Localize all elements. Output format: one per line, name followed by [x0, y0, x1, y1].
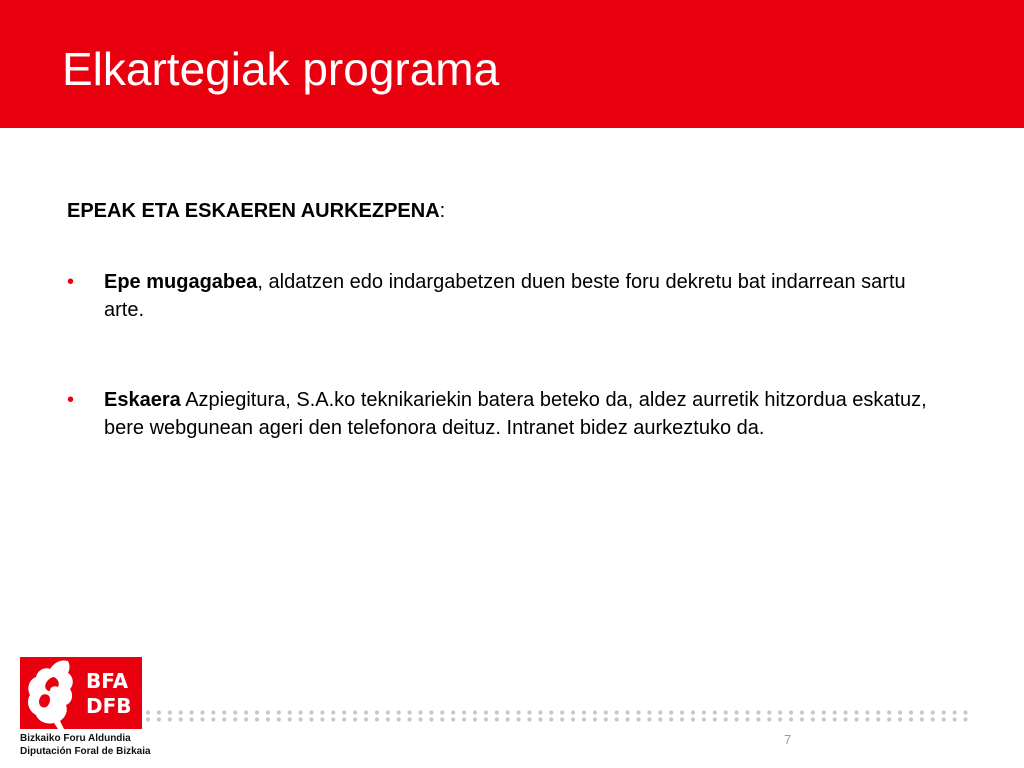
- divider-dot: [942, 717, 946, 721]
- divider-dot: [495, 710, 499, 714]
- divider-dot: [331, 717, 335, 721]
- divider-dot: [636, 710, 640, 714]
- divider-dot: [833, 717, 837, 721]
- divider-dot: [898, 717, 902, 721]
- divider-dot: [560, 710, 564, 714]
- divider-dot: [844, 710, 848, 714]
- divider-dot: [462, 717, 466, 721]
- divider-dot: [211, 717, 215, 721]
- divider-dot: [364, 717, 368, 721]
- divider-dot: [854, 710, 858, 714]
- divider-dot: [593, 717, 597, 721]
- bullet-list: [67, 268, 947, 442]
- divider-dot: [364, 710, 368, 714]
- divider-dot: [429, 717, 433, 721]
- divider-dot: [233, 717, 237, 721]
- divider-dot: [495, 717, 499, 721]
- divider-dot: [157, 717, 161, 721]
- divider-dot: [517, 717, 521, 721]
- divider-dot: [582, 717, 586, 721]
- divider-dot: [724, 710, 728, 714]
- dotted-divider: [144, 709, 974, 723]
- divider-dot: [778, 717, 782, 721]
- divider-dot: [615, 710, 619, 714]
- divider-dot: [658, 717, 662, 721]
- divider-dot: [244, 717, 248, 721]
- divider-dot: [615, 717, 619, 721]
- logo-mark-dfb: DFB: [86, 694, 132, 718]
- divider-dot: [963, 717, 967, 721]
- bullet-bold-text: Eskaera: [104, 389, 181, 411]
- divider-dot: [386, 710, 390, 714]
- page-title: Elkartegiak programa: [62, 43, 500, 95]
- section-heading-suffix: :: [439, 200, 446, 222]
- divider-dot: [811, 710, 815, 714]
- divider-dot: [517, 710, 521, 714]
- divider-dot: [887, 717, 891, 721]
- divider-dot: [789, 717, 793, 721]
- divider-dot: [473, 717, 477, 721]
- divider-dot: [157, 710, 161, 714]
- divider-dot: [778, 710, 782, 714]
- divider-dot: [571, 717, 575, 721]
- divider-dot: [538, 710, 542, 714]
- divider-dot: [451, 710, 455, 714]
- divider-dot: [626, 710, 630, 714]
- divider-dot: [233, 710, 237, 714]
- divider-dot: [309, 710, 313, 714]
- bullet-item: [67, 268, 947, 324]
- divider-dot: [168, 710, 172, 714]
- divider-dot: [920, 717, 924, 721]
- bullet-bold-text: Epe mugagabea: [104, 271, 258, 293]
- divider-dot: [865, 710, 869, 714]
- divider-dot: [822, 717, 826, 721]
- divider-dot: [571, 710, 575, 714]
- divider-dot: [876, 717, 880, 721]
- divider-dot: [745, 717, 749, 721]
- divider-dot: [691, 710, 695, 714]
- divider-dot: [735, 710, 739, 714]
- divider-dot: [844, 717, 848, 721]
- divider-dot: [244, 710, 248, 714]
- divider-dot: [702, 717, 706, 721]
- divider-dot: [898, 710, 902, 714]
- divider-dot: [375, 710, 379, 714]
- bullet-text: , aldatzen edo indargabetzen duen beste foru dekretu bat indarrean sartu arte.: [104, 271, 906, 321]
- divider-dot: [822, 710, 826, 714]
- divider-dot: [953, 717, 957, 721]
- divider-dot: [702, 710, 706, 714]
- logo-caption-line2: Diputación Foral de Bizkaia: [20, 746, 151, 757]
- divider-dot: [593, 710, 597, 714]
- divider-dot: [604, 710, 608, 714]
- divider-dot: [647, 710, 651, 714]
- divider-dot: [713, 717, 717, 721]
- divider-dot: [353, 717, 357, 721]
- divider-dot: [527, 710, 531, 714]
- divider-dot: [462, 710, 466, 714]
- divider-dot: [691, 717, 695, 721]
- logo-caption-line1: Bizkaiko Foru Aldundia: [20, 733, 131, 744]
- divider-dot: [277, 710, 281, 714]
- divider-dot: [200, 717, 204, 721]
- divider-dot: [549, 710, 553, 714]
- divider-dot: [266, 717, 270, 721]
- divider-dot: [724, 717, 728, 721]
- divider-dot: [789, 710, 793, 714]
- divider-dot: [408, 710, 412, 714]
- divider-dot: [222, 710, 226, 714]
- divider-dot: [146, 710, 150, 714]
- section-heading-text: EPEAK ETA ESKAEREN AURKEZPENA: [67, 200, 440, 222]
- divider-dot: [288, 710, 292, 714]
- bullet-item: [67, 386, 947, 442]
- divider-dot: [854, 717, 858, 721]
- divider-dot: [331, 710, 335, 714]
- divider-dot: [429, 710, 433, 714]
- divider-dot: [669, 717, 673, 721]
- divider-dot: [190, 717, 194, 721]
- divider-dot: [342, 710, 346, 714]
- divider-dot: [397, 717, 401, 721]
- divider-dot: [266, 710, 270, 714]
- divider-dot: [222, 717, 226, 721]
- divider-dot: [931, 717, 935, 721]
- divider-dot: [168, 717, 172, 721]
- divider-dot: [418, 717, 422, 721]
- page-number: 7: [784, 732, 792, 747]
- divider-dot: [669, 710, 673, 714]
- divider-dot: [288, 717, 292, 721]
- divider-dot: [833, 710, 837, 714]
- bullet-text: Azpiegitura, S.A.ko teknikariekin batera beteko da, aldez aurretik hitzordua eskatuz, bere webgunean ageri den telefonora deituz. Intranet bidez aurkeztuko da.: [104, 389, 927, 439]
- divider-dot: [397, 710, 401, 714]
- divider-dot: [735, 717, 739, 721]
- section-heading: [67, 199, 445, 223]
- divider-dot: [920, 710, 924, 714]
- divider-dot: [451, 717, 455, 721]
- divider-dot: [767, 717, 771, 721]
- divider-dot: [756, 717, 760, 721]
- divider-dot: [342, 717, 346, 721]
- divider-dot: [386, 717, 390, 721]
- divider-dot: [636, 717, 640, 721]
- divider-dot: [713, 710, 717, 714]
- divider-dot: [299, 710, 303, 714]
- divider-dot: [538, 717, 542, 721]
- divider-dot: [811, 717, 815, 721]
- divider-dot: [506, 717, 510, 721]
- divider-dot: [484, 717, 488, 721]
- bfa-dfb-logo: [20, 657, 142, 729]
- divider-dot: [931, 710, 935, 714]
- header-bar: [0, 0, 1024, 128]
- divider-dot: [745, 710, 749, 714]
- divider-dot: [375, 717, 379, 721]
- divider-dot: [909, 710, 913, 714]
- bullet-marker: •: [67, 389, 75, 411]
- divider-dot: [309, 717, 313, 721]
- divider-dot: [299, 717, 303, 721]
- divider-dot: [876, 710, 880, 714]
- divider-dot: [418, 710, 422, 714]
- divider-dot: [190, 710, 194, 714]
- divider-dot: [658, 710, 662, 714]
- divider-dot: [440, 717, 444, 721]
- divider-dot: [604, 717, 608, 721]
- divider-dot: [887, 710, 891, 714]
- divider-dot: [800, 717, 804, 721]
- divider-dot: [560, 717, 564, 721]
- divider-dot: [211, 710, 215, 714]
- divider-dot: [440, 710, 444, 714]
- divider-dot: [473, 710, 477, 714]
- divider-dot: [527, 717, 531, 721]
- divider-dot: [680, 717, 684, 721]
- divider-dot: [255, 710, 259, 714]
- divider-dot: [647, 717, 651, 721]
- divider-dot: [146, 717, 150, 721]
- divider-dot: [320, 717, 324, 721]
- bullet-marker: •: [67, 271, 75, 293]
- divider-dot: [865, 717, 869, 721]
- logo-caption: [20, 732, 151, 758]
- divider-dot: [255, 717, 259, 721]
- divider-dot: [408, 717, 412, 721]
- divider-dot: [909, 717, 913, 721]
- divider-dot: [582, 710, 586, 714]
- divider-dot: [277, 717, 281, 721]
- logo-mark-bfa: BFA: [86, 669, 129, 693]
- divider-dot: [179, 710, 183, 714]
- divider-dot: [800, 710, 804, 714]
- divider-dot: [953, 710, 957, 714]
- divider-dot: [756, 710, 760, 714]
- divider-dot: [506, 710, 510, 714]
- divider-dot: [484, 710, 488, 714]
- divider-dot: [963, 710, 967, 714]
- divider-dot: [179, 717, 183, 721]
- divider-dot: [320, 710, 324, 714]
- divider-dot: [353, 710, 357, 714]
- divider-dot: [200, 710, 204, 714]
- divider-dot: [549, 717, 553, 721]
- divider-dot: [680, 710, 684, 714]
- divider-dot: [942, 710, 946, 714]
- divider-dot: [626, 717, 630, 721]
- divider-dot: [767, 710, 771, 714]
